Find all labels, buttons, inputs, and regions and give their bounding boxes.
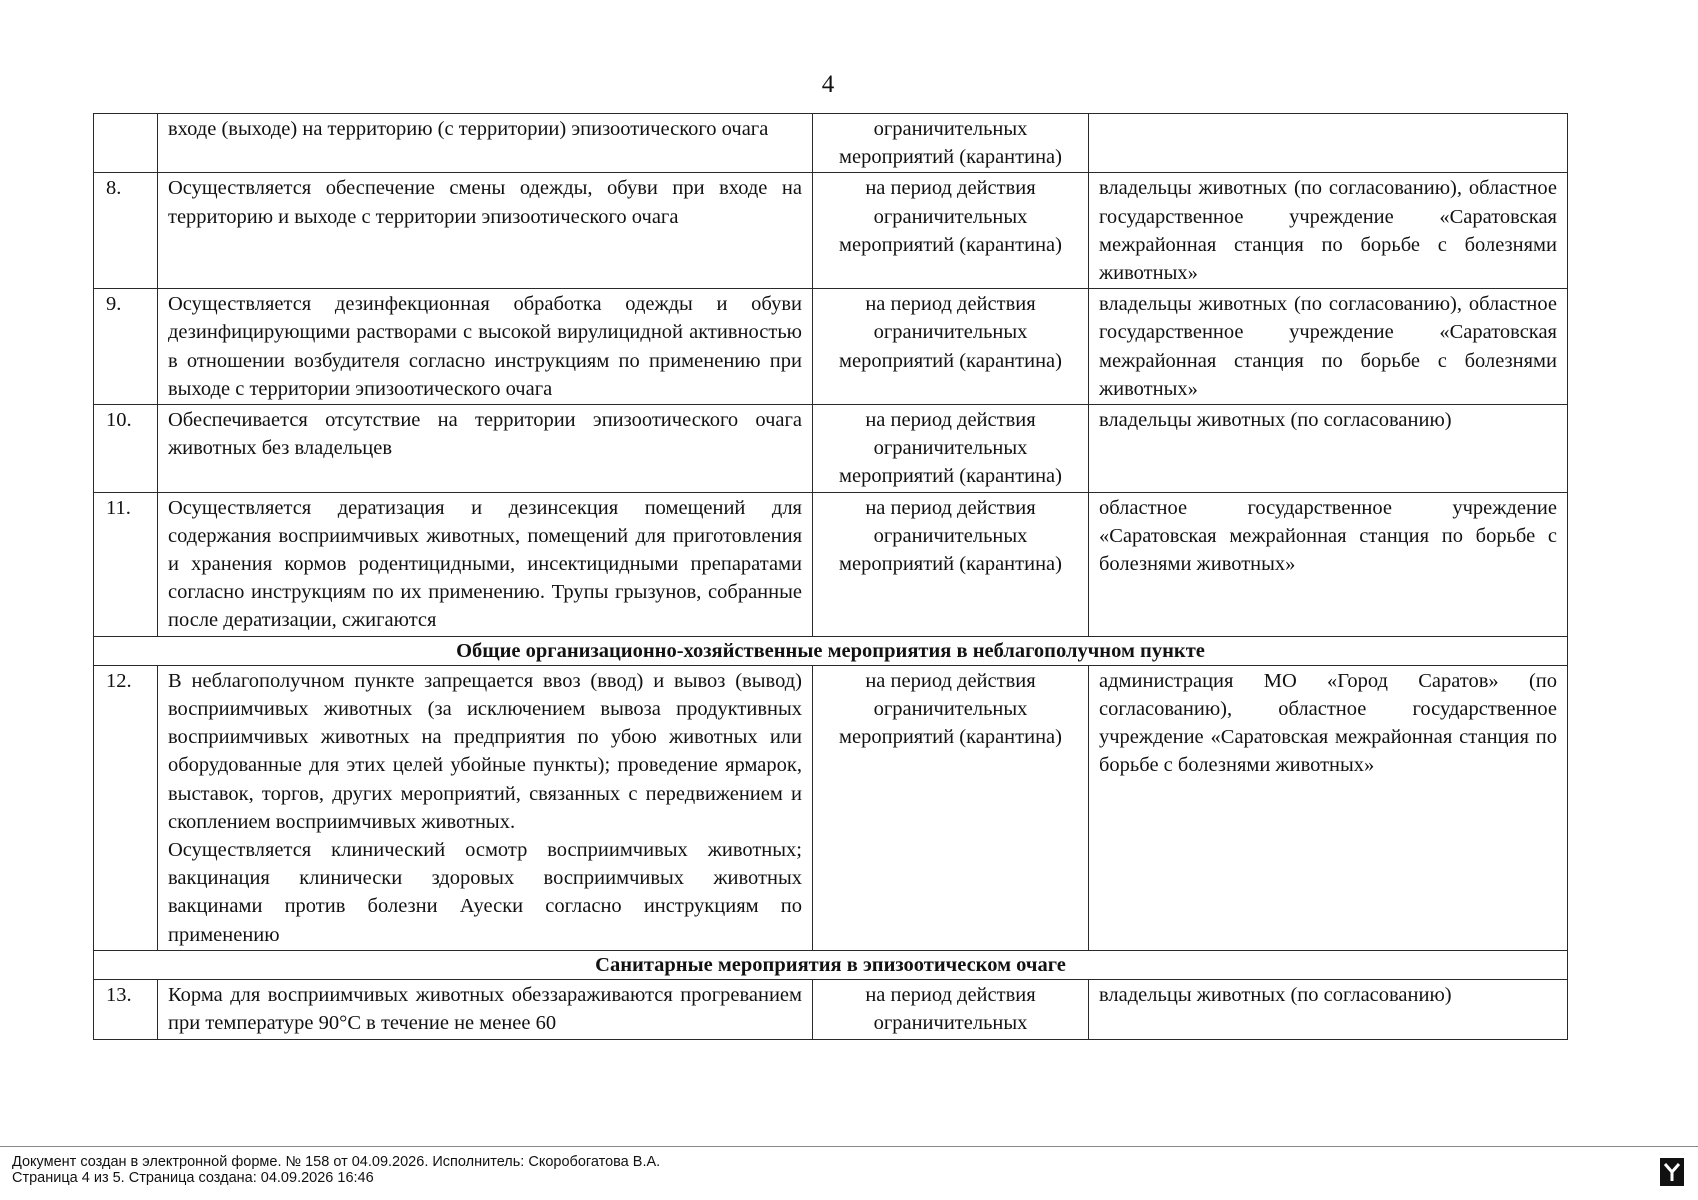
responsible-text: владельцы животных (по согласованию)	[1089, 980, 1568, 1039]
row-number: 11.	[94, 492, 158, 636]
measure-text: Осуществляется дератизация и дезинсекция помещений для содержания восприимчивых животных, помещений для приготовления и хранения кормов родентицидными, инсектицидными препаратами согласно инструкциям по их применению. Трупы грызунов, собранные после дератизации, сжигаются	[158, 492, 813, 636]
row-number: 13.	[94, 980, 158, 1039]
row-number: 9.	[94, 289, 158, 405]
measure-text: Осуществляется дезинфекционная обработка одежды и обуви дезинфицирующими растворами с высокой вирулицидной активностью в отношении возбудителя согласно инструкциям по применению при выходе с территории эпизоотического очага	[158, 289, 813, 405]
section-row	[94, 950, 1568, 979]
table-row	[94, 980, 1568, 1039]
section-row	[94, 636, 1568, 665]
row-number: 8.	[94, 173, 158, 289]
term-text: на период действия ограничительных мероприятий (карантина)	[813, 405, 1089, 493]
responsible-text	[1089, 114, 1568, 173]
document-footer	[12, 1154, 660, 1186]
term-text: на период действия ограничительных мероприятий (карантина)	[813, 289, 1089, 405]
responsible-text: владельцы животных (по согласованию), областное государственное учреждение «Саратовская межрайонная станция по борьбе с болезнями животных»	[1089, 289, 1568, 405]
table-row	[94, 289, 1568, 405]
table-row	[94, 665, 1568, 950]
term-text: на период действия ограничительных мероприятий (карантина)	[813, 665, 1089, 950]
section-heading: Общие организационно-хозяйственные мероприятия в неблагополучном пункте	[94, 636, 1568, 665]
responsible-text: владельцы животных (по согласованию)	[1089, 405, 1568, 493]
table-row	[94, 405, 1568, 493]
table-row	[94, 114, 1568, 173]
section-heading: Санитарные мероприятия в эпизоотическом очаге	[94, 950, 1568, 979]
measure-text: Корма для восприимчивых животных обеззараживаются прогреванием при температуре 90°С в течение не менее 60	[158, 980, 813, 1039]
footer-divider	[0, 1146, 1698, 1147]
term-text: на период действия ограничительных мероприятий (карантина)	[813, 492, 1089, 636]
footer-line-document: Документ создан в электронной форме. № 158 от 04.09.2026. Исполнитель: Скоробогатова В.А.	[12, 1154, 661, 1170]
table-row	[94, 492, 1568, 636]
measure-text: Обеспечивается отсутствие на территории эпизоотического очага животных без владельцев	[158, 405, 813, 493]
measure-text: В неблагополучном пункте запрещается ввоз (ввод) и вывоз (вывод) восприимчивых животных (за исключением вывоза продуктивных восприимчивых животных на предприятия по убою животных или оборудованные для этих целей убойные пункты); проведение ярмарок, выставок, торгов, других мероприятий, связанных с передвижением и скоплением восприимчивых животных.	[168, 669, 802, 833]
signature-stamp-icon	[1660, 1158, 1684, 1186]
row-number: 10.	[94, 405, 158, 493]
term-text: на период действия ограничительных мероприятий (карантина)	[813, 173, 1089, 289]
term-text: ограничительных мероприятий (карантина)	[813, 114, 1089, 173]
page-number: 4	[821, 71, 835, 98]
footer-line-page: Страница 4 из 5. Страница создана: 04.09.2026 16:46	[12, 1170, 374, 1186]
row-number: 12.	[94, 665, 158, 950]
responsible-text: владельцы животных (по согласованию), областное государственное учреждение «Саратовская межрайонная станция по борьбе с болезнями животных»	[1089, 173, 1568, 289]
measure-text: входе (выходе) на территорию (с территории) эпизоотического очага	[158, 114, 813, 173]
measure-text-extra: Осуществляется клинический осмотр восприимчивых животных; вакцинация клинически здоровых восприимчивых животных вакцинами против болезни Ауески согласно инструкциям по применению	[168, 839, 802, 946]
measure-cell	[158, 665, 813, 950]
term-text: на период действия ограничительных	[813, 980, 1089, 1039]
responsible-text: администрация МО «Город Саратов» (по согласованию), областное государственное учреждение «Саратовская межрайонная станция по борьбе с болезнями животных»	[1089, 665, 1568, 950]
responsible-text: областное государственное учреждение «Саратовская межрайонная станция по борьбе с болезнями животных»	[1089, 492, 1568, 636]
measure-text: Осуществляется обеспечение смены одежды, обуви при входе на территорию и выходе с территории эпизоотического очага	[158, 173, 813, 289]
row-number	[94, 114, 158, 173]
measures-table	[93, 113, 1568, 1040]
table-row	[94, 173, 1568, 289]
